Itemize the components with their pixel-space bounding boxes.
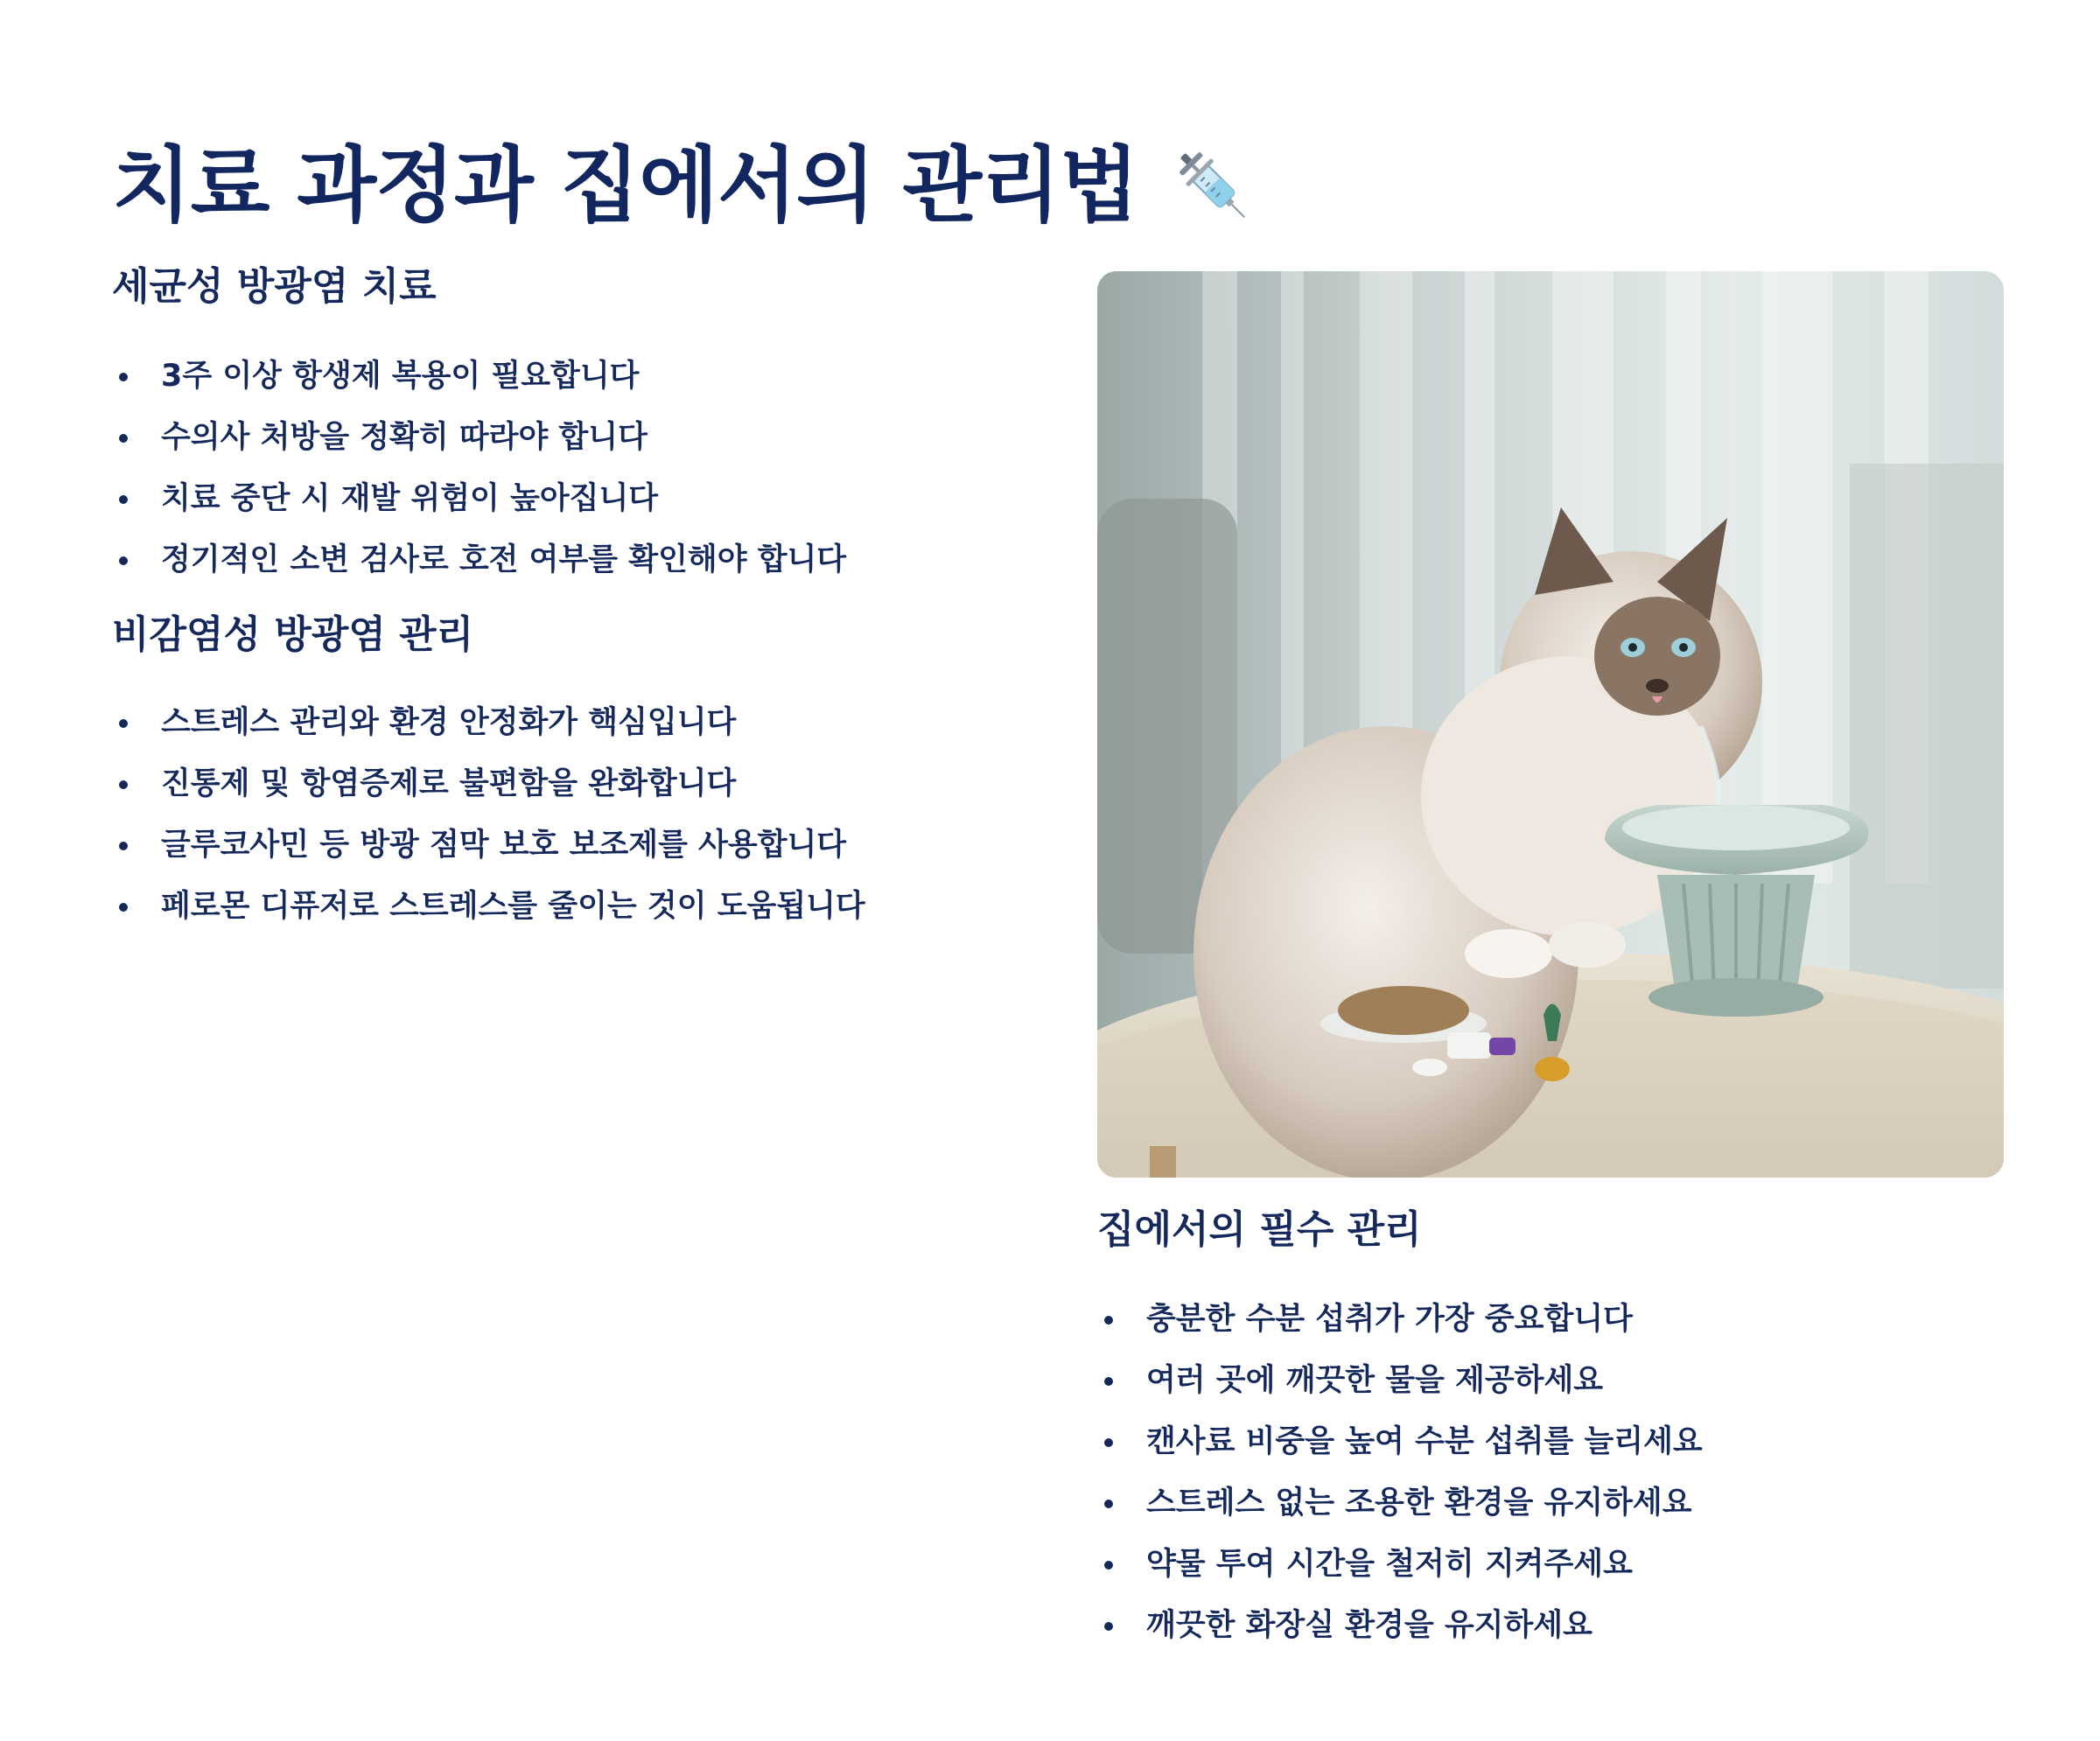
list-item-text: 스트레스 관리와 환경 안정화가 핵심입니다 (161, 704, 737, 740)
bullet-icon (119, 719, 128, 728)
bullet-icon (1104, 1500, 1113, 1508)
list-item (1097, 1595, 1703, 1656)
list-item (1097, 1534, 1703, 1595)
section-bacterial-treatment (112, 264, 846, 591)
list-item-text: 3주 이상 항생제 복용이 필요합니다 (161, 358, 640, 394)
list-item (112, 529, 846, 591)
cat-drinking-fountain-photo (1097, 271, 2004, 1178)
page-title-text: 치료 과정과 집에서의 관리법 (112, 138, 1138, 234)
bullet-icon (1104, 1316, 1113, 1325)
section-heading: 비감염성 방광염 관리 (112, 612, 474, 657)
bullet-icon (1104, 1561, 1113, 1570)
bullet-icon (119, 434, 128, 443)
list-item-text: 깨끗한 화장실 환경을 유지하세요 (1146, 1607, 1592, 1643)
bullet-icon (119, 556, 128, 565)
list-item (112, 876, 865, 937)
page-title (112, 138, 1259, 234)
section-heading: 세균성 방광염 치료 (112, 264, 437, 309)
list-item (112, 692, 865, 753)
list-item-text: 페로몬 디퓨저로 스트레스를 줄이는 것이 도움됩니다 (161, 888, 865, 924)
bullet-icon (119, 780, 128, 789)
section-heading: 집에서의 필수 관리 (1097, 1207, 1422, 1252)
list-item (1097, 1289, 1703, 1350)
list-item (112, 468, 846, 529)
bullet-icon (1104, 1438, 1113, 1447)
syringe-icon (1168, 141, 1259, 232)
bullet-icon (1104, 1377, 1113, 1386)
list-item (112, 407, 846, 468)
bullet-list (1097, 1289, 1703, 1656)
list-item-text: 스트레스 없는 조용한 환경을 유지하세요 (1146, 1485, 1692, 1521)
section-idiopathic-management (112, 612, 865, 937)
list-item (1097, 1411, 1703, 1472)
bullet-icon (119, 495, 128, 504)
list-item-text: 약물 투여 시간을 철저히 지켜주세요 (1146, 1546, 1633, 1582)
list-item (1097, 1472, 1703, 1534)
bullet-icon (119, 373, 128, 381)
list-item-text: 글루코사민 등 방광 점막 보호 보조제를 사용합니다 (161, 827, 847, 863)
list-item-text: 정기적인 소변 검사로 호전 여부를 확인해야 합니다 (161, 542, 847, 577)
list-item (112, 815, 865, 876)
list-item-text: 충분한 수분 섭취가 가장 중요합니다 (1146, 1301, 1633, 1337)
list-item (112, 346, 846, 407)
list-item (112, 753, 865, 815)
list-item-text: 수의사 처방을 정확히 따라야 합니다 (161, 419, 648, 455)
list-item-text: 진통제 및 항염증제로 불편함을 완화합니다 (161, 766, 737, 801)
section-home-care (1097, 1207, 1703, 1656)
list-item (1097, 1350, 1703, 1411)
bullet-icon (119, 903, 128, 912)
list-item-text: 치료 중단 시 재발 위험이 높아집니다 (161, 480, 659, 516)
bullet-list (112, 692, 865, 937)
bullet-list (112, 346, 846, 591)
bullet-icon (119, 842, 128, 850)
list-item-text: 여러 곳에 깨끗한 물을 제공하세요 (1146, 1362, 1604, 1398)
list-item-text: 캔사료 비중을 높여 수분 섭취를 늘리세요 (1146, 1423, 1703, 1459)
bullet-icon (1104, 1622, 1113, 1631)
